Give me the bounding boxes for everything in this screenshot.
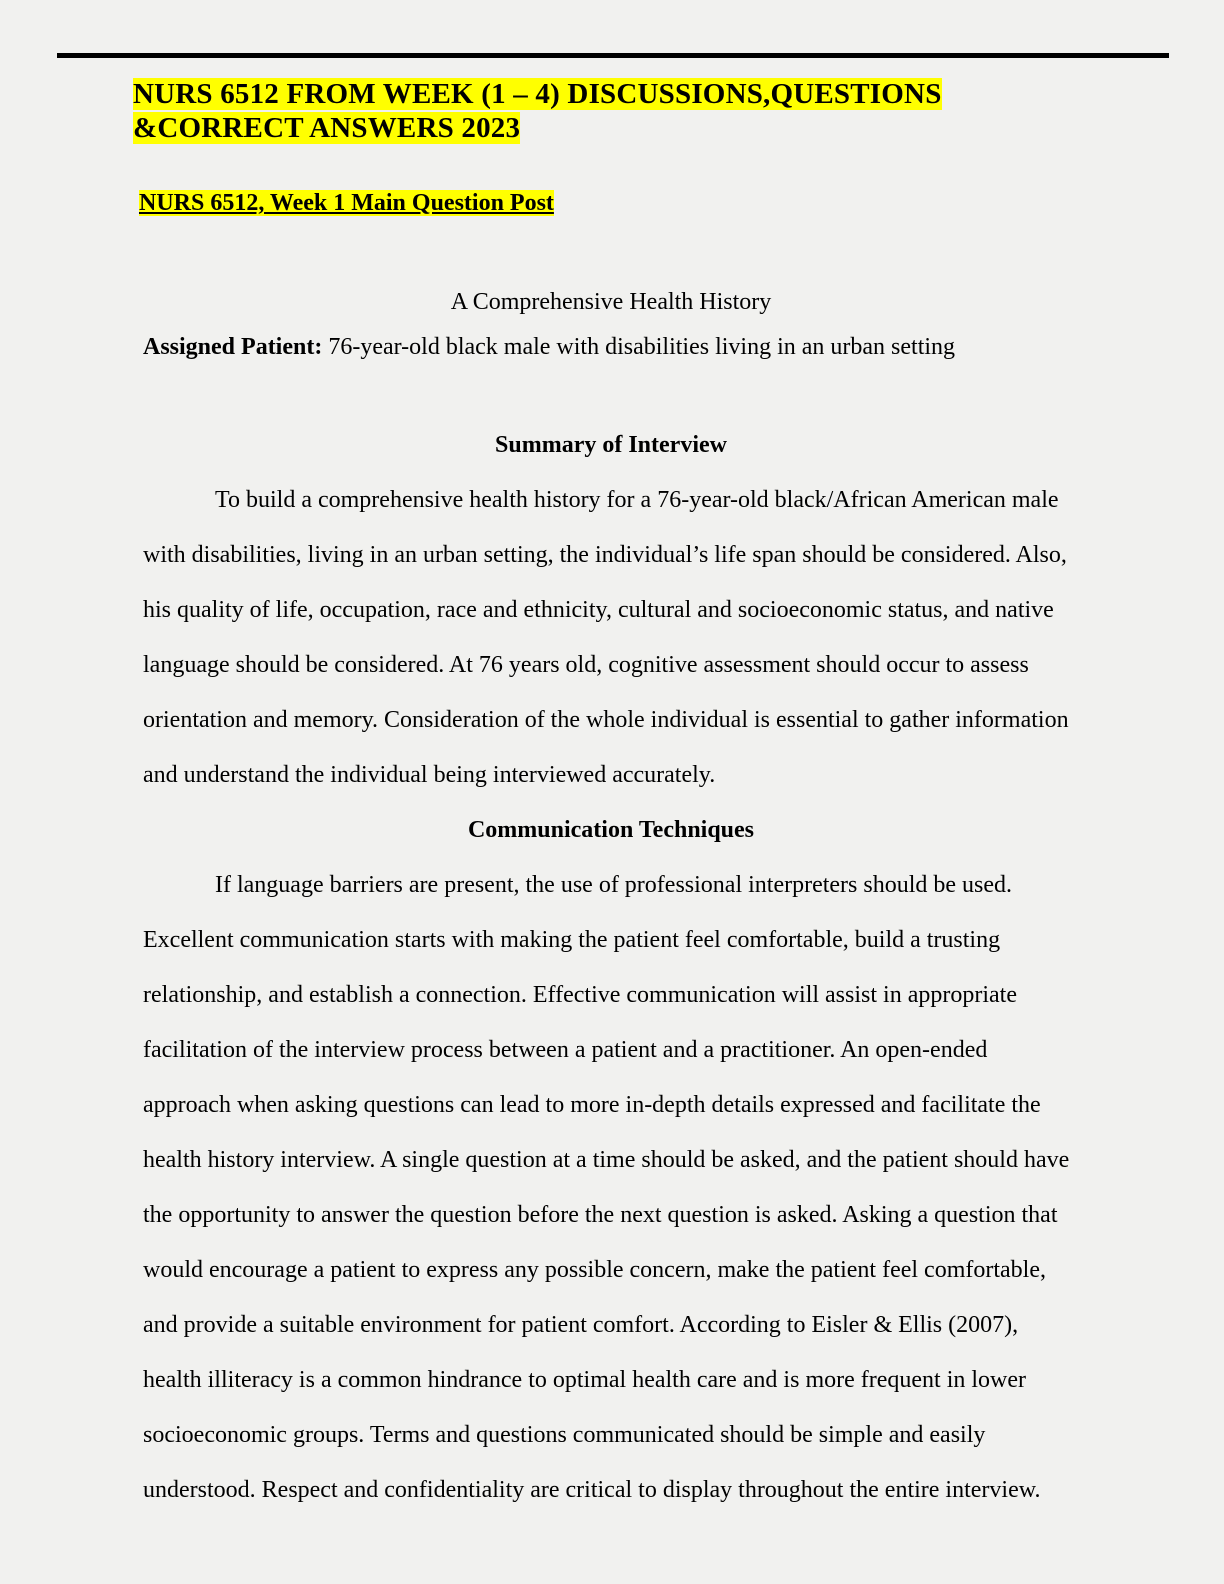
document-content	[133, 77, 1085, 1518]
document-title-highlight: NURS 6512 FROM WEEK (1 – 4) DISCUSSIONS,QUESTIONS &CORRECT ANSWERS 2023	[133, 78, 942, 144]
centered-heading: A Comprehensive Health History	[450, 289, 772, 315]
section-paragraph-summary-of-interview: To build a comprehensive health history for a 76-year-old black/African American male with disabilities, living in an urban setting, the individual’s life span should be considered. Also, his quality of life, occupation, race and ethnicity, cultural and socioeconomic status, and native language should be considered. At 76 years old, cognitive assessment should occur to assess orientation and memory. Consideration of the whole individual is essential to gather information and understand the individual being interviewed accurately.	[143, 487, 1069, 788]
assigned-patient-value: 76-year-old black male with disabilities living in an urban setting	[328, 334, 956, 360]
document-subtitle-highlight: NURS 6512, Week 1 Main Question Post	[139, 190, 554, 216]
section-heading-communication-techniques: Communication Techniques	[467, 817, 755, 843]
document-subtitle	[139, 188, 1085, 218]
section-heading-summary-of-interview: Summary of Interview	[495, 432, 727, 458]
horizontal-rule	[57, 53, 1169, 58]
document-body	[143, 418, 1079, 1518]
assigned-patient-label: Assigned Patient:	[143, 334, 323, 360]
section-paragraph-communication-techniques: If language barriers are present, the use of professional interpreters should be used. Excellent communication starts with making the patient feel comfortable, build a trusting relationship, and establish a connection. Effective communication will assist in appropriate facilitation of the interview process between a patient and a practitioner. An open-ended approach when asking questions can lead to more in-depth details expressed and facilitate the health history interview. A single question at a time should be asked, and the patient should have the opportunity to answer the question before the next question is asked. Asking a question that would encourage a patient to express any possible concern, make the patient feel comfortable, and provide a suitable environment for patient comfort. According to Eisler & Ellis (2007), health illiteracy is a common hindrance to optimal health care and is more frequent in lower socioeconomic groups. Terms and questions communicated should be simple and easily understood. Respect and confidentiality are critical to display throughout the entire interview.	[143, 872, 1070, 1503]
intro-block	[143, 280, 1079, 370]
document-title	[133, 77, 1085, 145]
assigned-patient-line	[143, 325, 1079, 370]
